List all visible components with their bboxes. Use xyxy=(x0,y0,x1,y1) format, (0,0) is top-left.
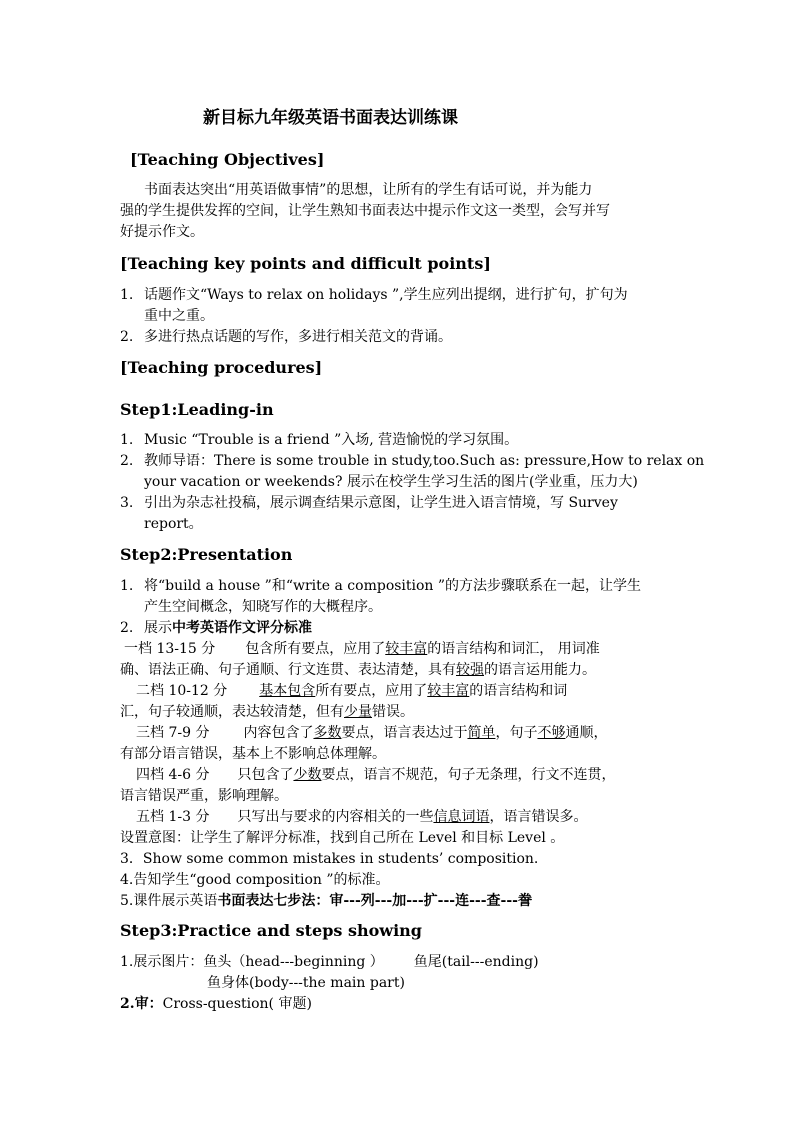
grade-2-line-2: 汇，句子较通顺，表达较清楚，但有少量错误。 xyxy=(120,704,414,720)
step2-item-2: 2. 展示中考英语作文评分标准 xyxy=(120,620,312,636)
step2-item-4: 4.告知学生“good composition ”的标准。 xyxy=(120,872,390,888)
step1-item-2-cont: your vacation or weekends? 展示在校学生学习生活的图片(学业重，压力大) xyxy=(144,474,638,490)
objectives-line-2: 强的学生提供发挥的空间，让学生熟知书面表达中提示作文这一类型，会写并写 xyxy=(120,203,610,219)
step3-item-1: 1.展示图片：鱼头（head---beginning ） 鱼尾(tail---ending) xyxy=(120,954,539,970)
step3-item-2: 2.审：Cross-question( 审题) xyxy=(120,996,312,1012)
step1-item-3-cont: report。 xyxy=(144,516,203,532)
objectives-heading: [Teaching Objectives] xyxy=(130,150,325,169)
grade-2-line-1: 二档 10-12 分 基本包含所有要点，应用了较丰富的语言结构和词 xyxy=(136,683,568,699)
grade-1-line-1: 一档 13-15 分 包含所有要点，应用了较丰富的语言结构和词汇， 用词准 xyxy=(124,641,600,657)
step2-item-1: 1. 将“build a house ”和“write a composition ”的方法步骤联系在一起，让学生 xyxy=(120,578,642,594)
grade-4-line-2: 语言错误严重，影响理解。 xyxy=(120,788,288,804)
keypoint-2: 2. 多进行热点话题的写作，多进行相关范文的背诵。 xyxy=(120,329,452,345)
step2-item-3: 3．Show some common mistakes in students’ composition. xyxy=(120,851,539,867)
step1-item-1: 1. Music “Trouble is a friend ”入场, 营造愉悦的学习氛围。 xyxy=(120,432,519,448)
grade-1-line-2: 确、语法正确、句子通顺、行文连贯、表达清楚，具有较强的语言运用能力。 xyxy=(120,662,596,678)
grade-5-line-1: 五档 1-3 分 只写出与要求的内容相关的一些信息词语，语言错误多。 xyxy=(136,809,588,825)
step1-item-3: 3. 引出为杂志社投稿，展示调查结果示意图，让学生进入语言情境，写 Survey xyxy=(120,495,618,511)
keypoint-1-cont: 重中之重。 xyxy=(144,308,214,324)
step2-heading: Step2:Presentation xyxy=(120,545,293,564)
step1-heading: Step1:Leading-in xyxy=(120,400,274,419)
keypoints-heading: [Teaching key points and difficult points] xyxy=(120,254,491,273)
grade-3-line-2: 有部分语言错误，基本上不影响总体理解。 xyxy=(120,746,386,762)
grade-4-line-1: 四档 4-6 分 只包含了少数要点，语言不规范，句子无条理，行文不连贯， xyxy=(136,767,616,783)
design-intent: 设置意图：让学生了解评分标准，找到自己所在 Level 和目标 Level 。 xyxy=(120,830,565,846)
step2-item-5: 5.课件展示英语书面表达七步法：审---列---加---扩---连---查---誊 xyxy=(120,893,532,909)
grade-3-line-1: 三档 7-9 分 内容包含了多数要点，语言表达过于简单，句子不够通顺， xyxy=(136,725,608,741)
keypoint-1: 1. 话题作文“Ways to relax on holidays ”,学生应列出提纲，进行扩句，扩句为 xyxy=(120,287,628,303)
procedures-heading: [Teaching procedures] xyxy=(120,358,323,377)
objectives-line-3: 好提示作文。 xyxy=(120,224,204,240)
page-title: 新目标九年级英语书面表达训练课 xyxy=(203,108,458,128)
step2-item-1-cont: 产生空间概念，知晓写作的大概程序。 xyxy=(144,599,382,615)
objectives-line-1: 书面表达突出“用英语做事情”的思想，让所有的学生有话可说，并为能力 xyxy=(144,182,593,198)
step3-heading: Step3:Practice and steps showing xyxy=(120,921,422,940)
step1-item-2: 2. 教师导语：There is some trouble in study,too.Such as: pressure,How to relax on xyxy=(120,453,705,469)
step3-item-1-cont: 鱼身体(body---the main part) xyxy=(207,975,405,991)
